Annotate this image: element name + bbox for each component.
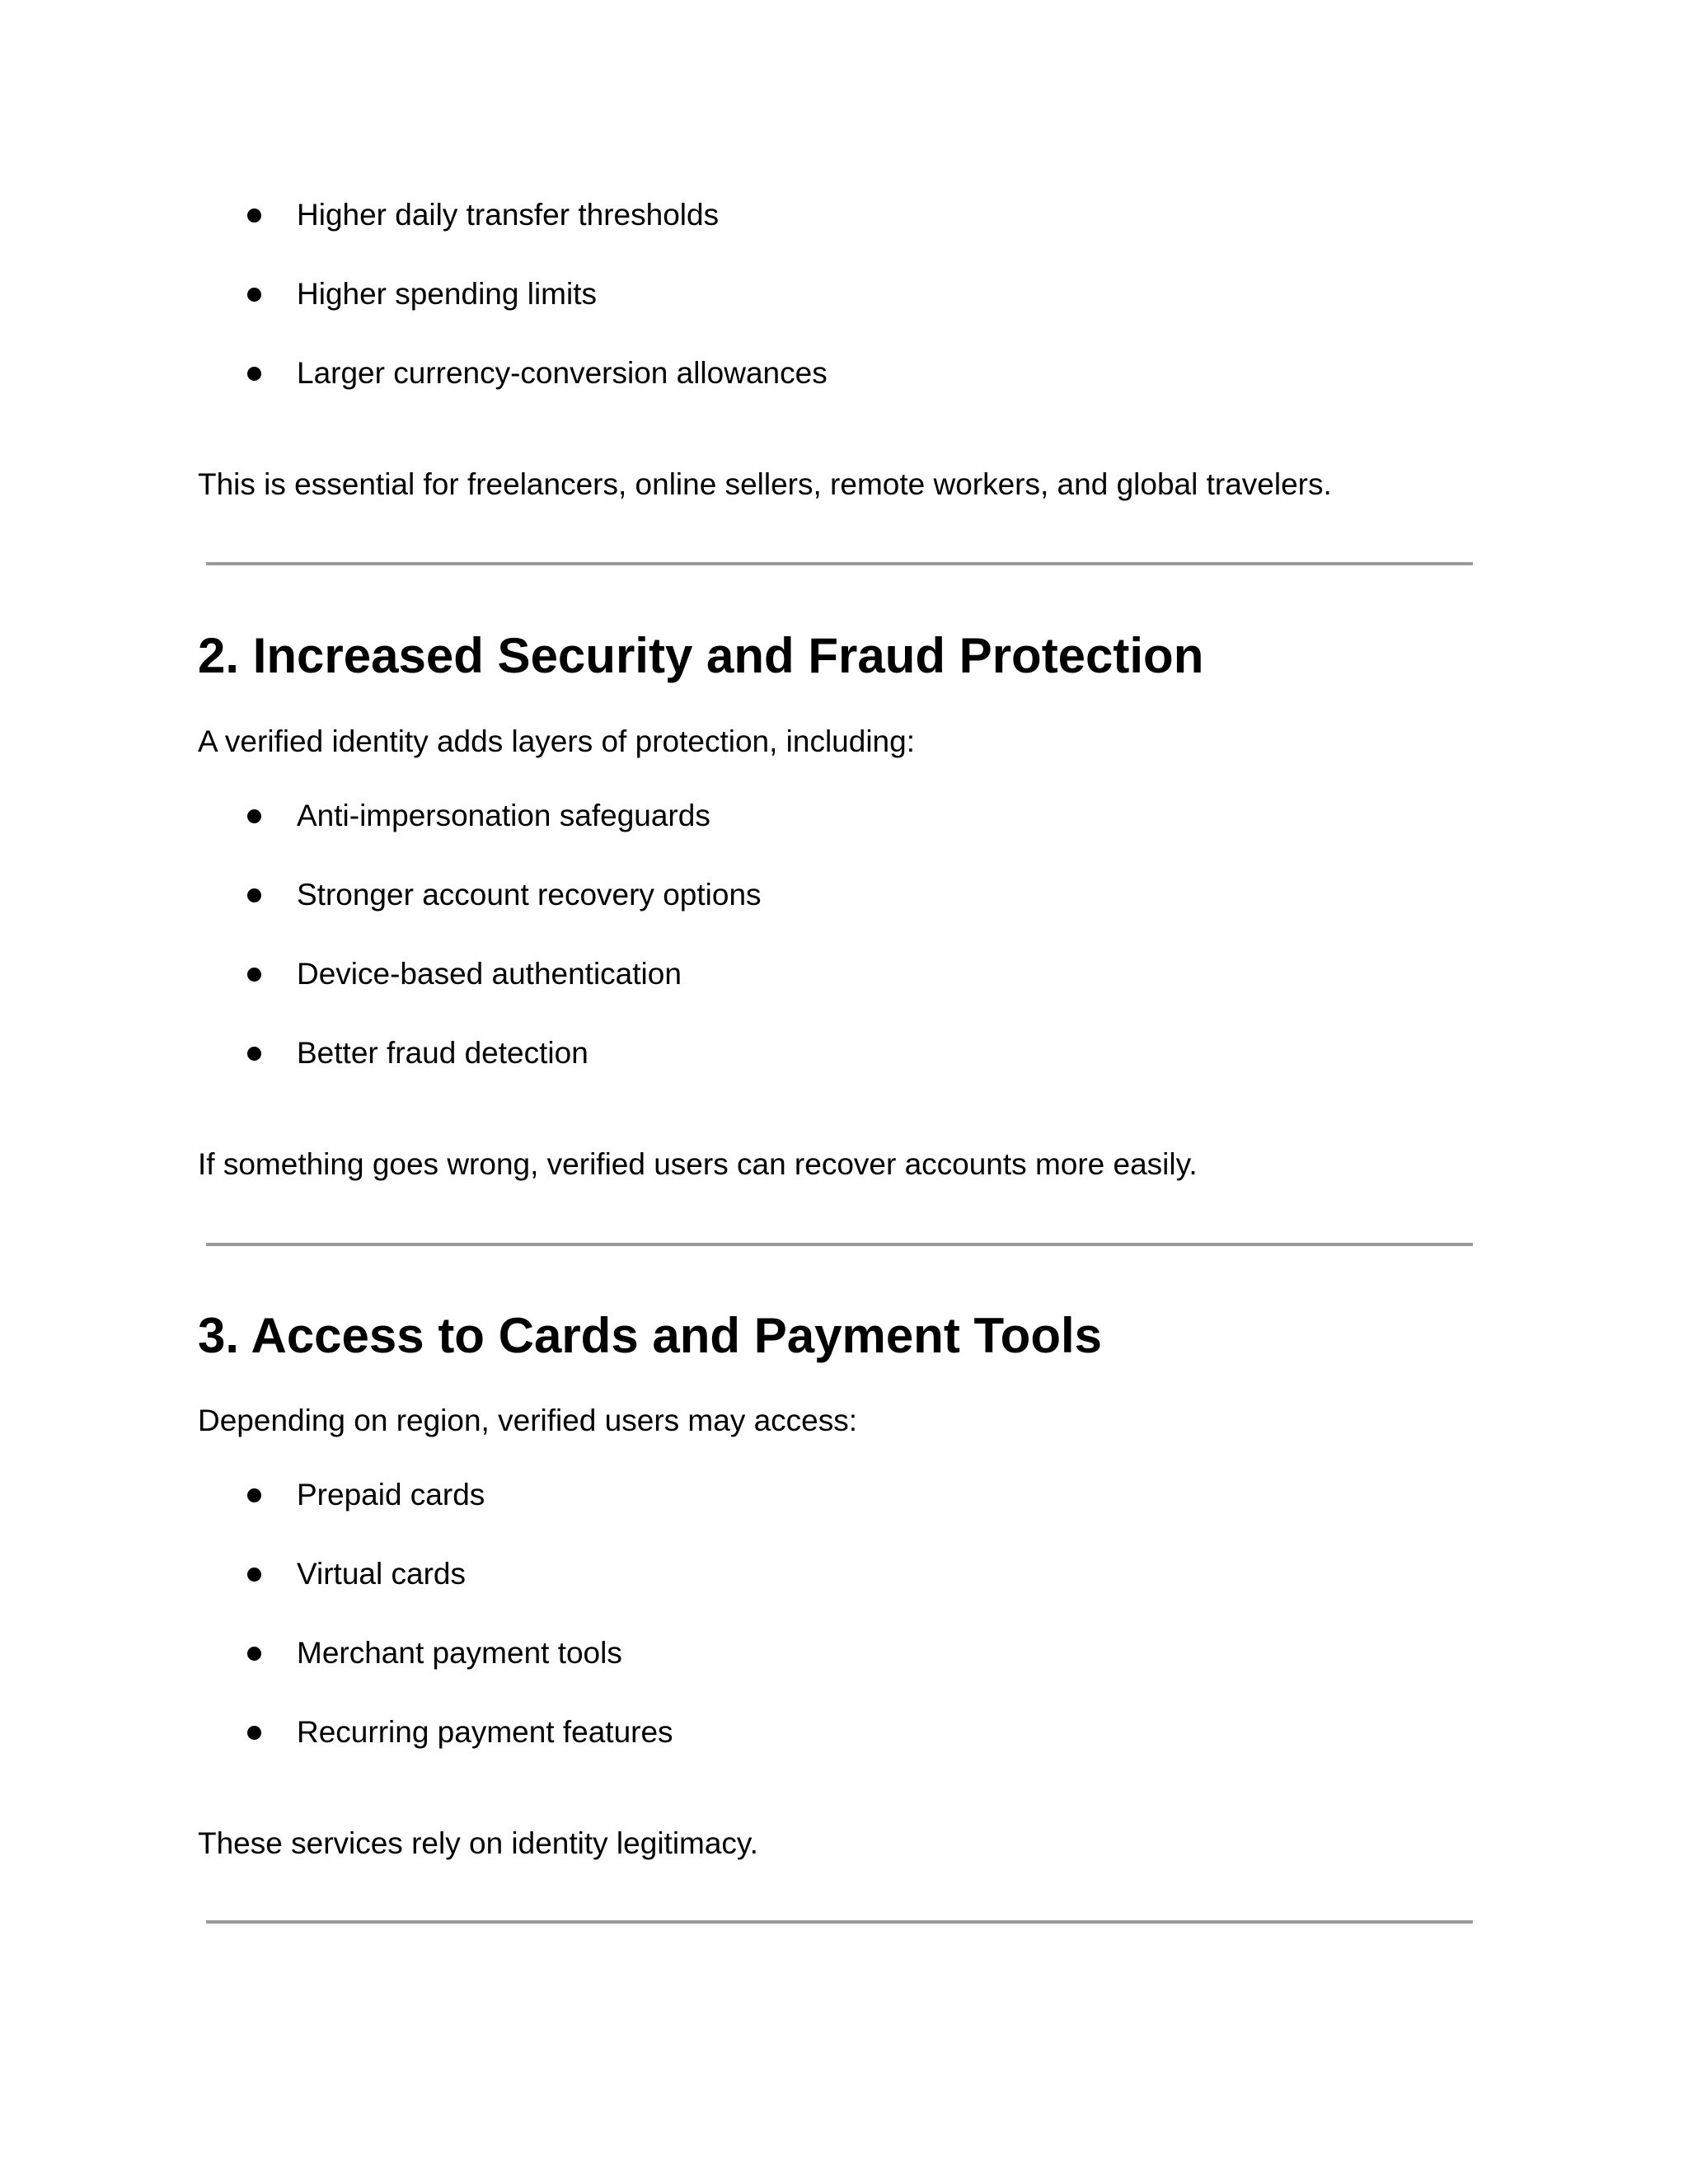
horizontal-divider xyxy=(206,562,1473,565)
list-item xyxy=(247,1712,673,1753)
list-item-text: Device-based authentication xyxy=(297,957,682,991)
list-item-text: Anti-impersonation safeguards xyxy=(297,799,710,832)
list-item-text: Recurring payment features xyxy=(297,1715,673,1749)
list-item xyxy=(247,954,682,995)
list-item xyxy=(247,874,762,916)
list-item-text: Prepaid cards xyxy=(297,1478,485,1511)
bullet-icon xyxy=(247,888,261,902)
horizontal-divider xyxy=(206,1920,1473,1924)
list-item xyxy=(247,1554,466,1595)
bullet-icon xyxy=(247,209,261,223)
list-item-text: Merchant payment tools xyxy=(297,1636,622,1670)
list-item xyxy=(247,1033,588,1074)
section3-closing: These services rely on identity legitimacy. xyxy=(198,1826,758,1860)
list-item-text: Higher spending limits xyxy=(297,277,598,311)
section2-closing: If something goes wrong, verified users can recover accounts more easily. xyxy=(198,1147,1198,1181)
section2-heading: 2. Increased Security and Fraud Protection xyxy=(198,628,1204,683)
horizontal-divider xyxy=(206,1243,1473,1246)
list-item xyxy=(247,1474,485,1516)
section3-heading: 3. Access to Cards and Payment Tools xyxy=(198,1308,1103,1363)
list-item xyxy=(247,194,719,236)
list-item xyxy=(247,1633,622,1674)
bullet-icon xyxy=(247,288,261,302)
list-item xyxy=(247,274,597,315)
list-item-text: Better fraud detection xyxy=(297,1036,588,1070)
bullet-icon xyxy=(247,1568,261,1582)
section3-intro: Depending on region, verified users may access: xyxy=(198,1404,858,1437)
list-item-text: Stronger account recovery options xyxy=(297,878,762,912)
bullet-icon xyxy=(247,968,261,982)
list-item-text: Larger currency-conversion allowances xyxy=(297,356,828,390)
section2-intro: A verified identity adds layers of protection, including: xyxy=(198,724,915,758)
bullet-icon xyxy=(247,367,261,381)
bullet-icon xyxy=(247,1047,261,1061)
section1-closing: This is essential for freelancers, online sellers, remote workers, and global travelers. xyxy=(198,467,1332,501)
bullet-icon xyxy=(247,1726,261,1740)
bullet-icon xyxy=(247,1647,261,1661)
list-item-text: Higher daily transfer thresholds xyxy=(297,198,720,232)
bullet-icon xyxy=(247,1488,261,1502)
list-item-text: Virtual cards xyxy=(297,1557,466,1591)
list-item xyxy=(247,795,710,837)
bullet-icon xyxy=(247,809,261,823)
list-item xyxy=(247,353,828,394)
